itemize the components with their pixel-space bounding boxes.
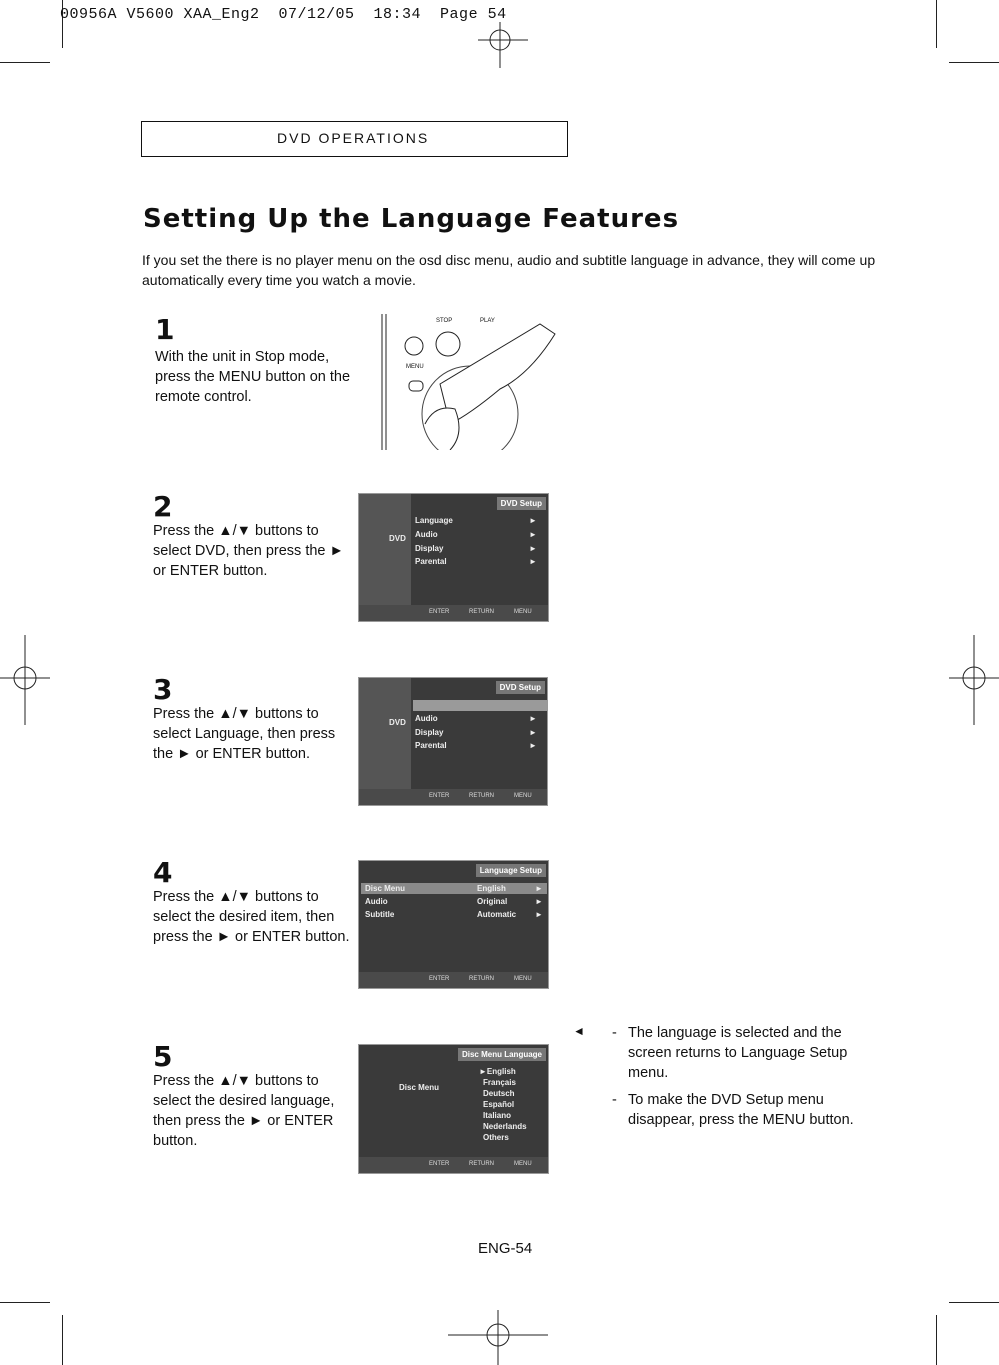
- step-2-number: 2: [153, 490, 173, 523]
- setting-value: Original: [477, 897, 508, 906]
- section-header: DVD OPERATIONS: [277, 130, 430, 146]
- arrow-right-icon: ►: [529, 544, 537, 553]
- menu-item: Display: [415, 544, 444, 553]
- language-option: Others: [483, 1133, 509, 1142]
- arrow-right-icon: ►: [529, 728, 537, 737]
- footer-menu: MENU: [514, 976, 532, 982]
- step-1-text: With the unit in Stop mode, press the MENU button on the remote control.: [155, 349, 351, 405]
- language-option: Nederlands: [483, 1122, 527, 1131]
- note-item: To make the DVD Setup menu disappear, press the MENU button.: [628, 1092, 854, 1128]
- registration-mark-top: [470, 20, 530, 70]
- print-slug: 00956A V5600 XAA_Eng2 07/12/05 18:34 Page 54: [60, 6, 507, 23]
- arrow-right-icon: ►: [529, 741, 537, 750]
- section-header-box: [141, 121, 568, 157]
- sidebar-dvd-label: DVD: [389, 718, 406, 727]
- footer-return: RETURN: [469, 976, 494, 982]
- dvd-setup-screen-selected: [358, 677, 548, 806]
- step-3-text: Press the ▲/▼ buttons to select Language, then press the ► or ENTER button.: [153, 706, 336, 762]
- menu-item: Parental: [415, 557, 447, 566]
- remote-illustration: [380, 314, 560, 450]
- menu-sidebar: [359, 678, 411, 805]
- screen-header: DVD Setup: [496, 681, 545, 694]
- crop-mark: [936, 1315, 937, 1365]
- page-number: ENG-54: [478, 1240, 533, 1257]
- step-2-text: Press the ▲/▼ buttons to select DVD, then press the ► or ENTER button.: [153, 523, 344, 579]
- note-dash: -: [612, 1092, 617, 1108]
- crop-mark: [0, 62, 50, 63]
- language-setup-screen: [358, 860, 549, 989]
- footer-return: RETURN: [469, 793, 494, 799]
- language-option: ►English: [479, 1067, 516, 1076]
- disc-menu-language-screen: [358, 1044, 549, 1174]
- arrow-right-icon: ►: [529, 516, 537, 525]
- step-5-number: 5: [153, 1040, 173, 1073]
- step-4-text: Press the ▲/▼ buttons to select the desired item, then press the ► or ENTER button.: [153, 889, 350, 945]
- stop-label: STOP: [436, 318, 453, 324]
- menu-sidebar: [359, 494, 411, 621]
- language-option: Deutsch: [483, 1089, 515, 1098]
- arrow-right-icon: ►: [529, 557, 537, 566]
- setting-label: Audio: [365, 897, 388, 906]
- arrow-right-icon: ►: [529, 714, 537, 723]
- footer-return: RETURN: [469, 609, 494, 615]
- arrow-right-icon: ►: [535, 897, 543, 906]
- step-1-number: 1: [155, 313, 175, 346]
- setting-label: Subtitle: [365, 910, 395, 919]
- setting-value: Automatic: [477, 910, 517, 919]
- screen-footer: [359, 972, 548, 988]
- dvd-setup-screen: [358, 493, 549, 622]
- intro-text: If you set the there is no player menu on the osd disc menu, audio and subtitle language in advance, they will come up automatically every time you watch a movie.: [142, 252, 876, 288]
- screen-footer: [359, 1157, 548, 1173]
- menu-item: Display: [415, 728, 444, 737]
- step-3-number: 3: [153, 673, 173, 706]
- page-title: Setting Up the Language Features: [143, 204, 680, 234]
- crop-mark: [949, 1302, 999, 1303]
- arrow-right-icon: ►: [529, 530, 537, 539]
- footer-menu: MENU: [514, 609, 532, 615]
- play-label: PLAY: [480, 318, 495, 324]
- setting-label: Disc Menu: [365, 884, 406, 893]
- footer-return: RETURN: [469, 1161, 494, 1167]
- screen-header: Disc Menu Language: [458, 1048, 546, 1061]
- sidebar-dvd-label: DVD: [389, 534, 406, 543]
- language-option: Français: [483, 1078, 516, 1087]
- footer-enter: ENTER: [429, 609, 450, 615]
- crop-mark: [949, 62, 999, 63]
- footer-enter: ENTER: [429, 793, 450, 799]
- footer-menu: MENU: [514, 793, 532, 799]
- note-item: The language is selected and the screen returns to Language Setup menu.: [628, 1025, 848, 1081]
- crop-mark: [0, 1302, 50, 1303]
- screen-header: Language Setup: [476, 864, 546, 877]
- screen-footer: [359, 789, 547, 805]
- step-4-number: 4: [153, 856, 173, 889]
- screen-header: DVD Setup: [497, 497, 546, 510]
- language-option: Español: [483, 1100, 515, 1109]
- menu-item: Language: [415, 516, 453, 525]
- screen-footer: [359, 605, 548, 621]
- crop-mark: [62, 1315, 63, 1365]
- note-dash: -: [612, 1025, 617, 1041]
- footer-enter: ENTER: [429, 1161, 450, 1167]
- menu-label: MENU: [406, 364, 424, 370]
- registration-mark-left: [0, 630, 50, 730]
- footer-enter: ENTER: [429, 976, 450, 982]
- menu-item: Parental: [415, 741, 447, 750]
- highlight-bar: [413, 700, 547, 711]
- menu-item: Audio: [415, 714, 438, 723]
- arrow-right-icon: ►: [535, 910, 543, 919]
- crop-mark: [936, 0, 937, 48]
- registration-mark-right: [949, 630, 999, 730]
- language-option: Italiano: [483, 1111, 512, 1120]
- arrow-right-icon: ►: [535, 884, 543, 893]
- step-5-text: Press the ▲/▼ buttons to select the desired language, then press the ► or ENTER button.: [153, 1073, 335, 1149]
- setting-label: Disc Menu: [399, 1083, 440, 1092]
- setting-value: English: [477, 884, 506, 893]
- menu-item: Audio: [415, 530, 438, 539]
- registration-mark-bottom: [448, 1310, 548, 1365]
- footer-menu: MENU: [514, 1161, 532, 1167]
- note-pointer-icon: ◄: [573, 1024, 585, 1038]
